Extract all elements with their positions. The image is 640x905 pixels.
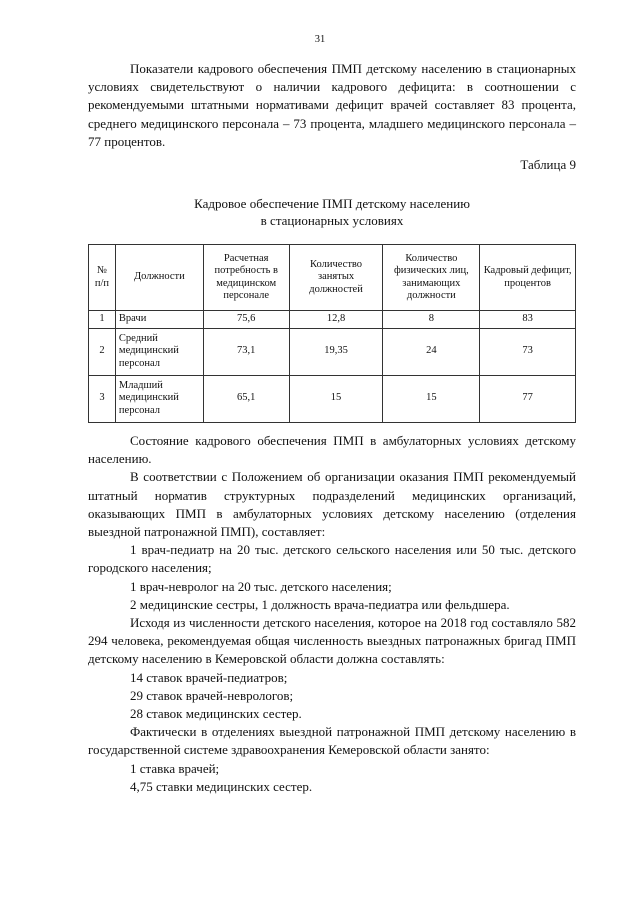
header-position: Должности xyxy=(115,245,203,311)
cell-individuals: 24 xyxy=(383,328,480,375)
cell-estimated-need: 65,1 xyxy=(203,375,289,422)
table-title-line1: Кадровое обеспечение ПМП детскому населению xyxy=(194,196,470,211)
cell-individuals: 8 xyxy=(383,311,480,329)
paragraph-regulation: В соответствии с Положением об организации оказания ПМП рекомендуемый штатный норматив структурных подразделений медицинских организаций, оказывающих ПМП в амбулаторных условиях детскому населению (отделения выездной патронажной ПМП), составляет: xyxy=(88,469,576,540)
cell-position: Средний медицинский персонал xyxy=(115,328,203,375)
header-estimated-need: Расчетная потребность в медицинском персонале xyxy=(203,245,289,311)
header-occupied-positions: Количество занятых должностей xyxy=(289,245,383,311)
paragraph-neurologists-rates: 29 ставок врачей-неврологов; xyxy=(130,687,294,703)
header-individuals: Количество физических лиц, занимающих должности xyxy=(383,245,480,311)
cell-individuals: 15 xyxy=(383,375,480,422)
intro-paragraph: Показатели кадрового обеспечения ПМП детскому населению в стационарных условиях свидетельствуют о наличии кадрового дефицита: в соотношении с рекомендуемыми штатными нормативами дефицит врачей составляет 83 процента, среднего медицинского персонала – 73 процента, младшего медицинского персонала – 77 процентов. xyxy=(88,61,576,149)
paragraph-ambulatory-status: Состояние кадрового обеспечения ПМП в амбулаторных условиях детскому населению. xyxy=(88,433,576,467)
cell-number: 1 xyxy=(89,311,116,329)
cell-number: 2 xyxy=(89,328,116,375)
table-title xyxy=(88,195,576,229)
paragraph-neurologist-norm: 1 врач-невролог на 20 тыс. детского населения; xyxy=(130,578,392,594)
cell-deficit: 77 xyxy=(480,375,576,422)
cell-occupied-positions: 15 xyxy=(289,375,383,422)
staffing-table xyxy=(88,244,576,423)
paragraph-nurses-rates: 28 ставок медицинских сестер. xyxy=(130,706,302,722)
table-header-row xyxy=(89,245,576,311)
paragraph-actual-occupied: Фактически в отделениях выездной патронажной ПМП детскому населению в государственной системе здравоохранения Кемеровской области занято: xyxy=(88,724,576,758)
body-section xyxy=(88,432,576,796)
table-row xyxy=(89,328,576,375)
paragraph-pediatrician-norm: 1 врач-педиатр на 20 тыс. детского сельского населения или 50 тыс. детского городского населения; xyxy=(88,542,576,576)
paragraph-nurses-actual: 4,75 ставки медицинских сестер. xyxy=(130,778,313,794)
table-row xyxy=(89,311,576,329)
cell-estimated-need: 73,1 xyxy=(203,328,289,375)
paragraph-doctors-actual: 1 ставка врачей; xyxy=(130,760,220,776)
page-number: 31 xyxy=(314,34,326,45)
cell-position: Врачи xyxy=(115,311,203,329)
header-deficit: Кадровый дефицит, процентов xyxy=(480,245,576,311)
table-label: Таблица 9 xyxy=(520,157,576,172)
table-row xyxy=(89,375,576,422)
paragraph-nurses-norm: 2 медицинские сестры, 1 должность врача-педиатра или фельдшера. xyxy=(130,596,510,612)
intro-section xyxy=(88,60,576,151)
paragraph-pediatricians-rates: 14 ставок врачей-педиатров; xyxy=(130,669,288,685)
cell-position: Младший медицинский персонал xyxy=(115,375,203,422)
cell-deficit: 73 xyxy=(480,328,576,375)
cell-deficit: 83 xyxy=(480,311,576,329)
table-title-line2: в стационарных условиях xyxy=(260,213,404,228)
cell-occupied-positions: 12,8 xyxy=(289,311,383,329)
cell-occupied-positions: 19,35 xyxy=(289,328,383,375)
cell-number: 3 xyxy=(89,375,116,422)
header-number: № п/п xyxy=(89,245,116,311)
cell-estimated-need: 75,6 xyxy=(203,311,289,329)
paragraph-population: Исходя из численности детского населения, которое на 2018 год составляло 582 294 человека, рекомендуемая общая численность выездных патронажных бригад ПМП детскому населению в Кемеровской области должна составлять: xyxy=(88,615,576,667)
